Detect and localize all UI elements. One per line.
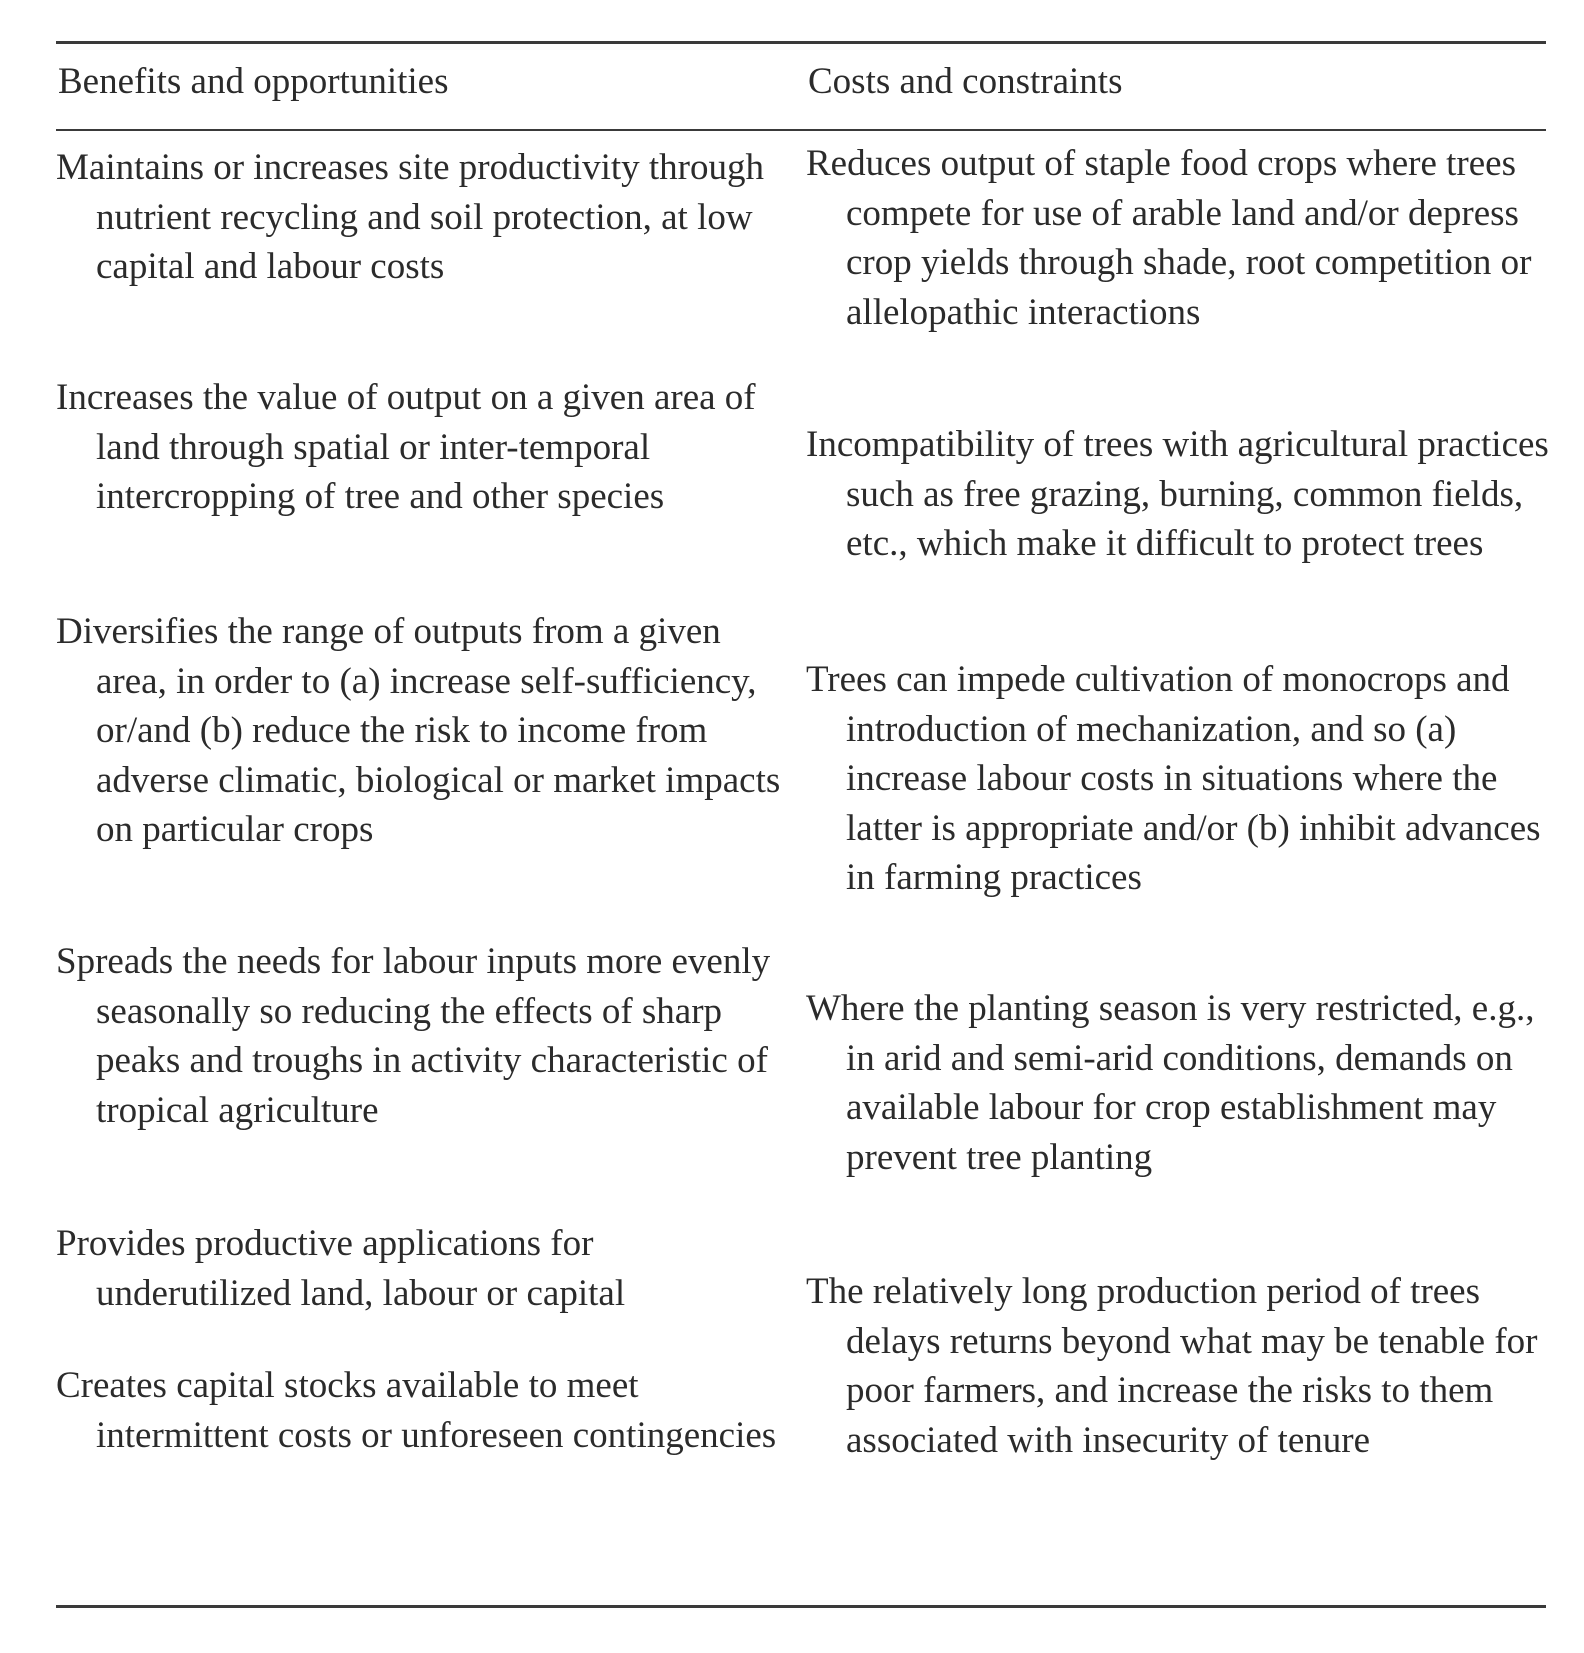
cost-item: Trees can impede cultivation of monocrops and introduction of mechanization, and so (a) increase labour costs in situations where the latter is appropriate and/or (b) inhibit advances in farming practices: [806, 659, 1541, 898]
benefit-item: Maintains or increases site productivity through nutrient recycling and soil protection, at low capital and labour costs: [56, 147, 764, 287]
table-top-rule: [56, 41, 1546, 44]
cost-item: Incompatibility of trees with agricultural practices such as free grazing, burning, common fields, etc., which make it difficult to protect trees: [806, 424, 1549, 564]
column-header-costs: Costs and constraints: [808, 61, 1123, 102]
table-header-rule: [56, 129, 1546, 131]
benefit-item: Provides productive applications for underutilized land, labour or capital: [56, 1223, 626, 1314]
table-bottom-rule: [56, 1605, 1546, 1608]
cost-item: Reduces output of staple food crops where trees compete for use of arable land and/or depress crop yields through shade, root competition or allelopathic interactions: [806, 143, 1532, 333]
cost-item: The relatively long production period of trees delays returns beyond what may be tenable for poor farmers, and increase the risks to them associated with insecurity of tenure: [806, 1271, 1538, 1461]
benefit-item: Spreads the needs for labour inputs more evenly seasonally so reducing the effects of sharp peaks and troughs in activity characteristic of tropical agriculture: [56, 941, 771, 1131]
column-header-benefits: Benefits and opportunities: [58, 61, 449, 102]
benefit-item: Diversifies the range of outputs from a given area, in order to (a) increase self-sufficiency, or/and (b) reduce the risk to income from adverse climatic, biological or market impacts on particular crops: [56, 611, 781, 850]
benefit-item: Increases the value of output on a given area of land through spatial or inter-temporal intercropping of tree and other species: [56, 377, 756, 517]
benefit-item: Creates capital stocks available to meet intermittent costs or unforeseen contingencies: [56, 1365, 777, 1456]
cost-item: Where the planting season is very restricted, e.g., in arid and semi-arid conditions, demands on available labour for crop establishment may prevent tree planting: [806, 988, 1535, 1178]
